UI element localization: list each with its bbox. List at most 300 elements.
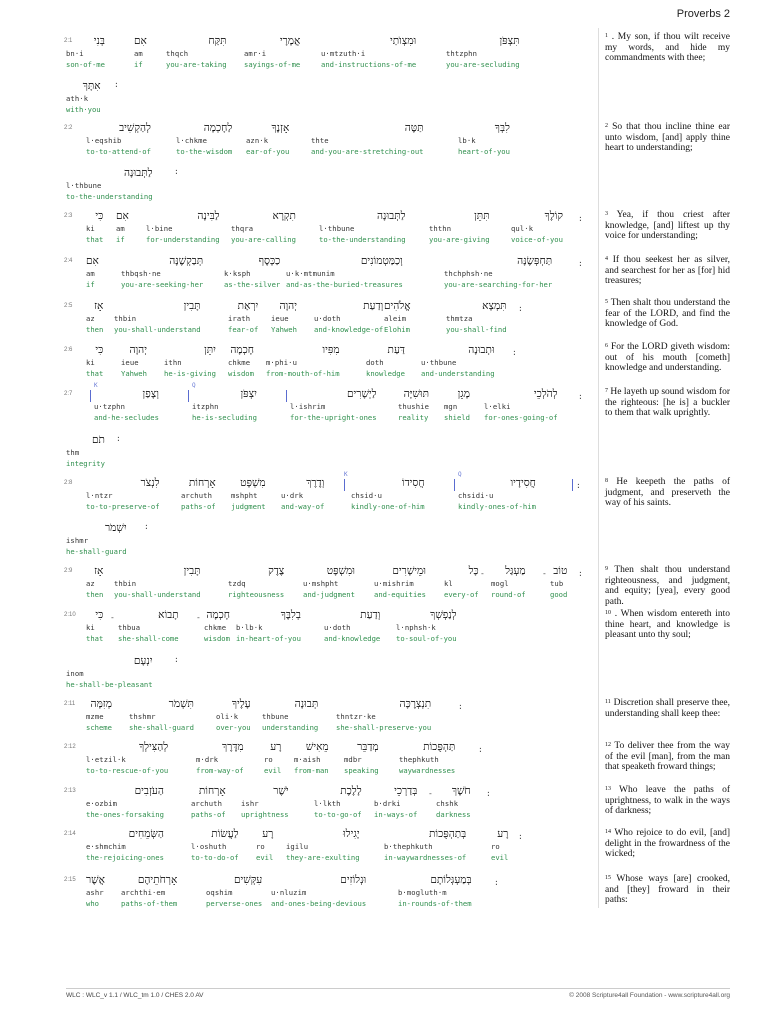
transliteration: ishmr xyxy=(66,536,89,545)
gloss: that xyxy=(86,369,104,378)
interlinear-word xyxy=(86,300,103,335)
interlinear-word xyxy=(294,741,329,776)
gloss: from-man xyxy=(294,766,329,775)
transliteration: thbqsh·ne xyxy=(121,269,161,278)
gloss: he-shall-be-pleasant xyxy=(66,680,153,689)
transliteration: u·thbune xyxy=(421,358,457,367)
hebrew-word: וּנְלוֹזִים xyxy=(340,874,367,886)
transliteration: thm xyxy=(66,448,80,457)
interlinear-word xyxy=(66,655,153,690)
transliteration: b·drki xyxy=(374,799,401,808)
interlinear-word xyxy=(66,167,153,202)
transliteration: thntzr·ke xyxy=(336,712,376,721)
interlinear-word xyxy=(366,344,405,379)
gloss: and-knowledge-of xyxy=(314,325,384,334)
interlinear-word xyxy=(458,477,536,512)
english-verse-text: Discretion shall preserve thee, understanding shall keep thee: xyxy=(605,698,731,719)
interlinear-word xyxy=(86,477,160,512)
gloss: to-to-rescue-of-you xyxy=(86,766,169,775)
gloss: sayings-of-me xyxy=(244,60,301,69)
punctuation-mark: : xyxy=(578,569,583,578)
gloss: they-are-exulting xyxy=(286,853,360,862)
interlinear-word xyxy=(319,210,406,245)
transliteration: u·tzphn xyxy=(94,402,125,411)
english-verse-number: 4 xyxy=(605,256,608,262)
transliteration: archuth xyxy=(181,491,212,500)
hebrew-word: כָּל xyxy=(468,565,479,577)
hebrew-word: תִקְרָא xyxy=(272,210,296,222)
gloss: to-to-go-of xyxy=(314,810,362,819)
punctuation-mark: - xyxy=(542,569,547,578)
gloss: if xyxy=(116,235,125,244)
english-verse-number: 14 xyxy=(605,829,611,835)
transliteration: archuth xyxy=(191,799,222,808)
gloss: she-shall-guard xyxy=(129,723,194,732)
english-verse xyxy=(605,32,730,64)
hebrew-word: בְּדַרְכֵי xyxy=(394,785,418,797)
interlinear-word xyxy=(286,255,403,290)
hebrew-word: אִתָּךְ xyxy=(82,80,101,92)
hebrew-word: וְדֶרֶךְ xyxy=(306,477,325,489)
interlinear-word xyxy=(86,122,151,157)
gloss: and-knowledge xyxy=(324,634,381,643)
english-verse xyxy=(605,741,730,773)
gloss: righteousness xyxy=(228,590,285,599)
transliteration: u·mtzuth·i xyxy=(321,49,366,58)
interlinear-word xyxy=(114,565,201,600)
interlinear-word xyxy=(511,210,563,245)
punctuation-mark: : xyxy=(144,522,149,531)
hebrew-word: מְזִמָּה xyxy=(90,698,112,710)
gloss: to-the-understanding xyxy=(66,192,153,201)
english-verse-number: 9 xyxy=(605,566,608,572)
hebrew-word: יָגִילוּ xyxy=(343,828,360,840)
hebrew-word: יִשְׁמֹר xyxy=(105,522,127,534)
gloss: for-ones-going-of xyxy=(484,413,558,422)
gloss: good xyxy=(550,590,568,599)
gloss: from-way-of xyxy=(196,766,244,775)
gloss: for-understanding xyxy=(146,235,220,244)
interlinear-word xyxy=(344,741,379,776)
english-verse-text: Yea, if thou criest after knowledge, [and] liftest up thy voice for understanding; xyxy=(605,210,730,241)
hebrew-word: בְּנִי xyxy=(93,35,105,47)
ketiv-qere-marker: K xyxy=(344,471,348,478)
verse-number: 2:11 xyxy=(64,701,76,707)
hebrew-word: יְהוָה xyxy=(279,300,297,312)
transliteration: u·k·mtmunim xyxy=(286,269,335,278)
gloss: in-rounds-of-them xyxy=(398,899,472,908)
transliteration: l·ntzr xyxy=(86,491,113,500)
hebrew-word: וּמִשְׁפָּט xyxy=(326,565,355,577)
transliteration: chsid·u xyxy=(351,491,382,500)
transliteration: thshmr xyxy=(129,712,156,721)
transliteration: oqshim xyxy=(206,888,233,897)
gloss: wisdom xyxy=(204,634,230,643)
interlinear-word xyxy=(429,210,490,245)
gloss: you-are-taking xyxy=(166,60,227,69)
transliteration: thbua xyxy=(118,623,141,632)
transliteration: u·mishrim xyxy=(374,579,414,588)
gloss: and-way-of xyxy=(281,502,325,511)
gloss: he-is-giving xyxy=(164,369,216,378)
interlinear-word xyxy=(398,388,429,423)
transliteration: l·etzil·k xyxy=(86,755,126,764)
gloss: you-shall-find xyxy=(446,325,507,334)
hebrew-word: הַעֹזְבִים xyxy=(134,785,164,797)
hebrew-word: רָע xyxy=(270,741,282,753)
hebrew-word: חֲסִידוֹ xyxy=(401,477,425,489)
punctuation-mark: : xyxy=(114,80,119,89)
gloss: in-waywardnesses-of xyxy=(384,853,467,862)
gloss: to-to-attend-of xyxy=(86,147,151,156)
punctuation-mark: : xyxy=(576,481,581,490)
english-verse-number: 5 xyxy=(605,299,608,305)
gloss: you-are-secluding xyxy=(446,60,520,69)
gloss: you-are-searching-for-her xyxy=(444,280,553,289)
hebrew-word: מָגֵן xyxy=(457,388,470,400)
interlinear-word xyxy=(116,210,129,245)
interlinear-word xyxy=(262,698,318,733)
interlinear-word xyxy=(458,122,510,157)
transliteration: ieue xyxy=(271,314,289,323)
transliteration: ro xyxy=(491,842,500,851)
interlinear-word xyxy=(421,344,495,379)
transliteration: thchphsh·ne xyxy=(444,269,493,278)
interlinear-word xyxy=(374,785,417,820)
interlinear-word xyxy=(192,388,257,423)
punctuation-mark: - xyxy=(196,613,201,622)
interlinear-word xyxy=(311,122,424,157)
english-verse-text: So that thou incline thine ear unto wisdom, [and] apply thine heart to understanding; xyxy=(605,122,730,153)
hebrew-word: הַשְּׂמֵחִים xyxy=(128,828,164,840)
transliteration: archthi·em xyxy=(121,888,166,897)
hebrew-word: דַּעַת xyxy=(387,344,405,356)
interlinear-word xyxy=(231,210,296,245)
gloss: he-is-secluding xyxy=(192,413,257,422)
interlinear-word xyxy=(166,35,227,70)
interlinear-word xyxy=(484,388,558,423)
interlinear-word xyxy=(236,609,301,644)
hebrew-word: אָרְחוֹת xyxy=(198,785,226,797)
gloss: evil xyxy=(491,853,509,862)
punctuation-mark: - xyxy=(428,789,433,798)
verse-number: 2:15 xyxy=(64,877,76,883)
english-verse-text: Who rejoice to do evil, [and] delight in the frowardness of the wicked; xyxy=(605,828,730,859)
gloss: wisdom xyxy=(228,369,254,378)
transliteration: itzphn xyxy=(192,402,219,411)
gloss: for-the-upright-ones xyxy=(290,413,377,422)
transliteration: thqch xyxy=(166,49,189,58)
transliteration: irath xyxy=(228,314,251,323)
transliteration: ashr xyxy=(86,888,104,897)
gloss: with·you xyxy=(66,105,101,114)
verse-number: 2:1 xyxy=(64,38,73,44)
transliteration: ththn xyxy=(429,224,452,233)
hebrew-word: וְדַעַת xyxy=(360,609,381,621)
hebrew-word: לִנְצֹר xyxy=(140,477,160,489)
interlinear-word xyxy=(374,565,426,600)
hebrew-word: לְנַפְשְׁךָ xyxy=(430,609,457,621)
hebrew-word: תְּבוּנָה xyxy=(294,698,319,710)
transliteration: bn·i xyxy=(66,49,84,58)
hebrew-word: לַחָכְמָה xyxy=(203,122,233,134)
hebrew-word: אֲמָרָי xyxy=(279,35,301,47)
hebrew-word: לַבִּינָה xyxy=(197,210,220,222)
hebrew-word: תָבוֹא xyxy=(158,609,179,621)
english-verse-number: 13 xyxy=(605,786,611,792)
interlinear-word xyxy=(86,255,99,290)
hebrew-word: עָלֶיךָ xyxy=(231,698,251,710)
hebrew-word: אָז xyxy=(94,565,104,577)
gloss: judgment xyxy=(231,502,266,511)
hebrew-word: תַּטֶּה xyxy=(404,122,424,134)
interlinear-word xyxy=(146,210,220,245)
gloss: to-soul-of-you xyxy=(396,634,457,643)
interlinear-word xyxy=(241,785,289,820)
hebrew-word: מַעְגַּל xyxy=(505,565,526,577)
gloss: paths-of xyxy=(181,502,216,511)
hebrew-word: תַּהְפֻּכוֹת xyxy=(423,741,456,753)
transliteration: ieue xyxy=(121,358,139,367)
interlinear-word xyxy=(176,122,232,157)
gloss: and-instructions-of-me xyxy=(321,60,417,69)
interlinear-word xyxy=(444,255,552,290)
interlinear-word xyxy=(66,80,101,115)
gloss: scheme xyxy=(86,723,112,732)
hebrew-word: כִּי xyxy=(95,210,104,222)
gloss: kindly-ones-of-him xyxy=(458,502,536,511)
hebrew-word: אָרְחוֹת xyxy=(188,477,216,489)
interlinear-word xyxy=(86,609,103,644)
verse-number: 2:7 xyxy=(64,391,73,397)
gloss: and-as-the-buried-treasures xyxy=(286,280,403,289)
hebrew-word: מְדַבֵּר xyxy=(357,741,379,753)
gloss: she-shall-preserve-you xyxy=(336,723,432,732)
transliteration: u·doth xyxy=(314,314,341,323)
english-verse xyxy=(605,122,730,154)
hebrew-word: קוֹלֶךָ xyxy=(544,210,563,222)
interlinear-word xyxy=(114,300,201,335)
verse-number: 2:2 xyxy=(64,125,73,131)
interlinear-word xyxy=(86,344,103,379)
transliteration: mzme xyxy=(86,712,104,721)
gloss: to-the-wisdom xyxy=(176,147,233,156)
english-verse xyxy=(605,255,730,287)
transliteration: doth xyxy=(366,358,384,367)
hebrew-word: אָזְנֶךָ xyxy=(271,122,290,134)
transliteration: thbin xyxy=(114,579,137,588)
interlinear-word xyxy=(94,388,159,423)
hebrew-word: תִּתֵּן xyxy=(474,210,490,222)
verse-number: 2:14 xyxy=(64,831,76,837)
punctuation-mark: - xyxy=(110,613,115,622)
gloss: waywardnesses xyxy=(399,766,456,775)
interlinear-word xyxy=(118,609,179,644)
hebrew-word: אֱלֹהִים xyxy=(384,300,411,312)
transliteration: l·bine xyxy=(146,224,173,233)
gloss: evil xyxy=(264,766,282,775)
gloss: you-shall-understand xyxy=(114,590,201,599)
interlinear-word xyxy=(181,477,216,512)
english-verse-number: 10 xyxy=(605,610,611,616)
interlinear-word xyxy=(444,388,470,423)
interlinear-word xyxy=(396,609,457,644)
hebrew-word: תֹם xyxy=(91,434,105,446)
transliteration: k·ksph xyxy=(224,269,251,278)
hebrew-word: תִּצְפֹּן xyxy=(499,35,520,47)
english-verse xyxy=(605,565,730,607)
transliteration: mgn xyxy=(444,402,458,411)
transliteration: u·doth xyxy=(324,623,351,632)
english-verse xyxy=(605,609,730,641)
hebrew-word: מִפִּיו xyxy=(322,344,340,356)
interlinear-word xyxy=(444,565,479,600)
interlinear-word xyxy=(256,828,273,863)
ketiv-qere-marker: Q xyxy=(192,382,196,389)
english-verse xyxy=(605,298,730,330)
transliteration: qul·k xyxy=(511,224,534,233)
english-verse-number: 11 xyxy=(605,699,611,705)
interlinear-word xyxy=(351,477,425,512)
verse-number: 2:10 xyxy=(64,612,76,618)
gloss: and-equities xyxy=(374,590,426,599)
hebrew-word: מִדֶּרֶךְ xyxy=(222,741,244,753)
verse-number: 2:8 xyxy=(64,480,73,486)
hebrew-word: בְּתַהְפֻּכוֹת xyxy=(428,828,467,840)
hebrew-word: תִּשְׁמֹר xyxy=(168,698,194,710)
transliteration: mogl xyxy=(491,579,509,588)
transliteration: m·aish xyxy=(294,755,321,764)
hebrew-word: יִתֵּן xyxy=(204,344,216,356)
hebrew-word: תִנְצְרֶכָּה xyxy=(399,698,432,710)
english-verse xyxy=(605,785,730,817)
english-verse-text: He keepeth the paths of judgment, and preserveth the way of his saints. xyxy=(605,477,730,508)
interlinear-word xyxy=(196,741,244,776)
gloss: the-rejoicing-ones xyxy=(86,853,164,862)
gloss: Yahweh xyxy=(121,369,147,378)
punctuation-mark: : xyxy=(494,878,499,887)
transliteration: am xyxy=(86,269,95,278)
hebrew-word: כִּי xyxy=(95,344,104,356)
gloss: every-of xyxy=(444,590,479,599)
transliteration: b·lb·k xyxy=(236,623,263,632)
english-verse-text: To deliver thee from the way of the evil [man], from the man that speaketh froward things; xyxy=(605,741,730,772)
english-verse-number: 2 xyxy=(605,123,608,129)
hebrew-word: תַּחְפְּשֶׂנָּה xyxy=(517,255,553,267)
interlinear-word xyxy=(66,522,127,557)
verse-number: 2:12 xyxy=(64,744,76,750)
interlinear-word xyxy=(224,255,280,290)
interlinear-word xyxy=(290,388,377,423)
hebrew-word: וְדַעַת xyxy=(363,300,384,312)
hebrew-word: עִקְּשִׁים xyxy=(233,874,263,886)
interlinear-word xyxy=(336,698,431,733)
hebrew-word: תִּקַּח xyxy=(208,35,227,47)
gloss: kindly-one-of-him xyxy=(351,502,425,511)
english-verse xyxy=(605,698,730,719)
gloss: from-mouth-of-him xyxy=(266,369,340,378)
verse-number: 2:4 xyxy=(64,258,73,264)
punctuation-mark: : xyxy=(518,304,523,313)
interlinear-word xyxy=(314,785,362,820)
gloss: Elohim xyxy=(384,325,410,334)
gloss: Yahweh xyxy=(271,325,297,334)
transliteration: l·chkme xyxy=(176,136,207,145)
transliteration: tzdq xyxy=(228,579,246,588)
interlinear-word xyxy=(266,344,340,379)
transliteration: ishr xyxy=(241,799,259,808)
interlinear-word xyxy=(324,609,380,644)
interlinear-word xyxy=(550,565,567,600)
interlinear-word xyxy=(86,565,103,600)
interlinear-word xyxy=(134,35,147,70)
interlinear-word xyxy=(86,874,105,909)
transliteration: lb·k xyxy=(458,136,476,145)
hebrew-word: וּתְבוּנָה xyxy=(468,344,495,356)
transliteration: m·phi·u xyxy=(266,358,297,367)
punctuation-mark: : xyxy=(518,832,523,841)
interlinear-word xyxy=(286,828,360,863)
english-verse-number: 3 xyxy=(605,211,608,217)
punctuation-mark: : xyxy=(578,392,583,401)
interlinear-word xyxy=(129,698,194,733)
hebrew-word: תָּבִין xyxy=(183,300,201,312)
hebrew-word: וּמִצְוֺתַי xyxy=(389,35,417,47)
punctuation-mark: : xyxy=(578,214,583,223)
english-verse-text: Whose ways [are] crooked, and [they] froward in their paths: xyxy=(605,874,730,905)
verse-number: 2:6 xyxy=(64,347,73,353)
interlinear-word xyxy=(86,828,164,863)
gloss: darkness xyxy=(436,810,471,819)
interlinear-word xyxy=(246,122,289,157)
interlinear-word xyxy=(384,300,411,335)
gloss: knowledge xyxy=(366,369,405,378)
english-verse xyxy=(605,828,730,860)
english-verse-number: 8 xyxy=(605,478,608,484)
transliteration: thmtza xyxy=(446,314,473,323)
transliteration: chsidi·u xyxy=(458,491,494,500)
gloss: who xyxy=(86,899,99,908)
interlinear-word xyxy=(86,741,168,776)
transliteration: ki xyxy=(86,623,95,632)
transliteration: ithn xyxy=(164,358,182,367)
gloss: you-are-seeking-her xyxy=(121,280,204,289)
english-verse-number: 6 xyxy=(605,343,608,349)
english-verse-text: For the LORD giveth wisdom: out of his mouth [cometh] knowledge and understanding. xyxy=(605,342,731,373)
english-verse-number: 12 xyxy=(605,742,611,748)
gloss: ear-of-you xyxy=(246,147,290,156)
hebrew-word: לַיְשָׁרִים xyxy=(346,388,377,400)
ketiv-qere-marker: K xyxy=(94,382,98,389)
gloss: uprightness xyxy=(241,810,289,819)
hebrew-word: מִשְׁפָּט xyxy=(240,477,266,489)
transliteration: chkme xyxy=(228,358,251,367)
gloss: and-he-secludes xyxy=(94,413,159,422)
transliteration: u·nluzim xyxy=(271,888,307,897)
gloss: you-shall-understand xyxy=(114,325,201,334)
english-verse xyxy=(605,477,730,509)
interlinear-word xyxy=(121,255,203,290)
transliteration: am xyxy=(134,49,143,58)
hebrew-word: תּוּשִׁיָּה xyxy=(403,388,429,400)
english-verse-text: . My son, if thou wilt receive my words, and hide my commandments with thee; xyxy=(605,32,730,63)
transliteration: mshpht xyxy=(231,491,258,500)
english-verse-text: . When wisdom entereth into thine heart, and knowledge is pleasant unto thy soul; xyxy=(605,609,731,640)
page-title: Proverbs 2 xyxy=(676,8,730,20)
interlinear-word xyxy=(121,344,147,379)
interlinear-word xyxy=(491,565,526,600)
footer-sources: WLC : WLC_v 1.1 / WLC_tm 1.0 / CHES 2.0 AV xyxy=(66,992,204,999)
